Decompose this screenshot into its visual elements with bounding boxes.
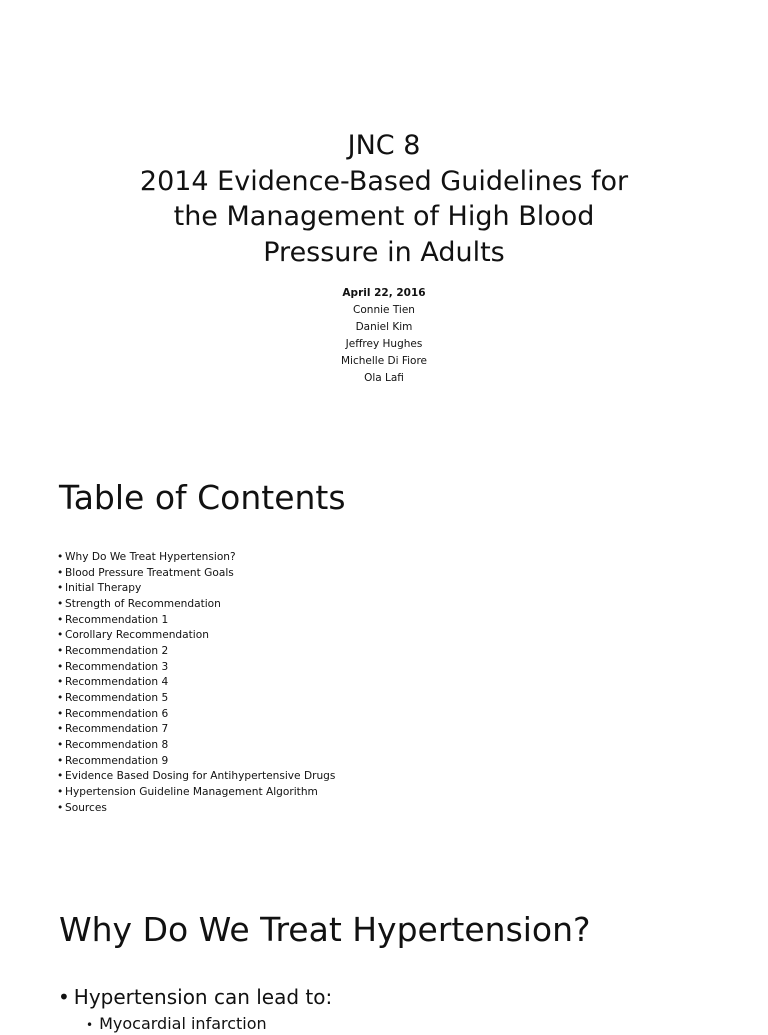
presentation-meta	[0, 285, 768, 387]
why-treat-slide	[0, 890, 768, 1033]
why-sub-bullet-text: Myocardial infarction	[99, 1014, 267, 1033]
toc-item: • Sources	[57, 801, 335, 817]
toc-item: • Corollary Recommendation	[57, 628, 335, 644]
toc-heading: Table of Contents	[59, 478, 346, 517]
toc-item: • Recommendation 7	[57, 722, 335, 738]
presentation-title	[0, 128, 768, 270]
title-line: 2014 Evidence-Based Guidelines for	[139, 165, 629, 197]
why-bullet-text: Hypertension can lead to:	[73, 985, 333, 1009]
bullet-dot-icon: •	[58, 985, 70, 1009]
author-name: Jeffrey Hughes	[345, 338, 423, 350]
presentation-date: April 22, 2016	[342, 287, 426, 299]
author-name: Daniel Kim	[355, 321, 413, 333]
toc-item: • Recommendation 4	[57, 675, 335, 691]
toc-slide	[0, 420, 768, 890]
toc-item: • Recommendation 8	[57, 738, 335, 754]
bullet-dot-icon: •	[86, 1018, 94, 1032]
author-name: Michelle Di Fiore	[341, 355, 427, 367]
title-line: Pressure in Adults	[263, 236, 505, 268]
title-slide	[0, 0, 768, 420]
toc-item: • Initial Therapy	[57, 581, 335, 597]
toc-item: • Why Do We Treat Hypertension?	[57, 550, 335, 566]
toc-item: • Recommendation 2	[57, 644, 335, 660]
toc-item: • Hypertension Guideline Management Algorithm	[57, 785, 335, 801]
why-sub-bullet	[86, 1014, 267, 1035]
toc-item: • Blood Pressure Treatment Goals	[57, 566, 335, 582]
toc-item: • Recommendation 5	[57, 691, 335, 707]
why-bullet	[58, 984, 332, 1010]
toc-item: • Evidence Based Dosing for Antihypertensive Drugs	[57, 769, 335, 785]
toc-item: • Recommendation 6	[57, 707, 335, 723]
toc-item: • Recommendation 3	[57, 660, 335, 676]
title-line: JNC 8	[347, 130, 421, 161]
author-name: Ola Lafi	[364, 372, 404, 384]
title-line: the Management of High Blood	[173, 201, 595, 232]
toc-item: • Recommendation 1	[57, 613, 335, 629]
toc-item: • Strength of Recommendation	[57, 597, 335, 613]
toc-list	[57, 550, 335, 816]
author-name: Connie Tien	[353, 304, 415, 316]
toc-item: • Recommendation 9	[57, 754, 335, 770]
why-heading: Why Do We Treat Hypertension?	[59, 910, 591, 949]
